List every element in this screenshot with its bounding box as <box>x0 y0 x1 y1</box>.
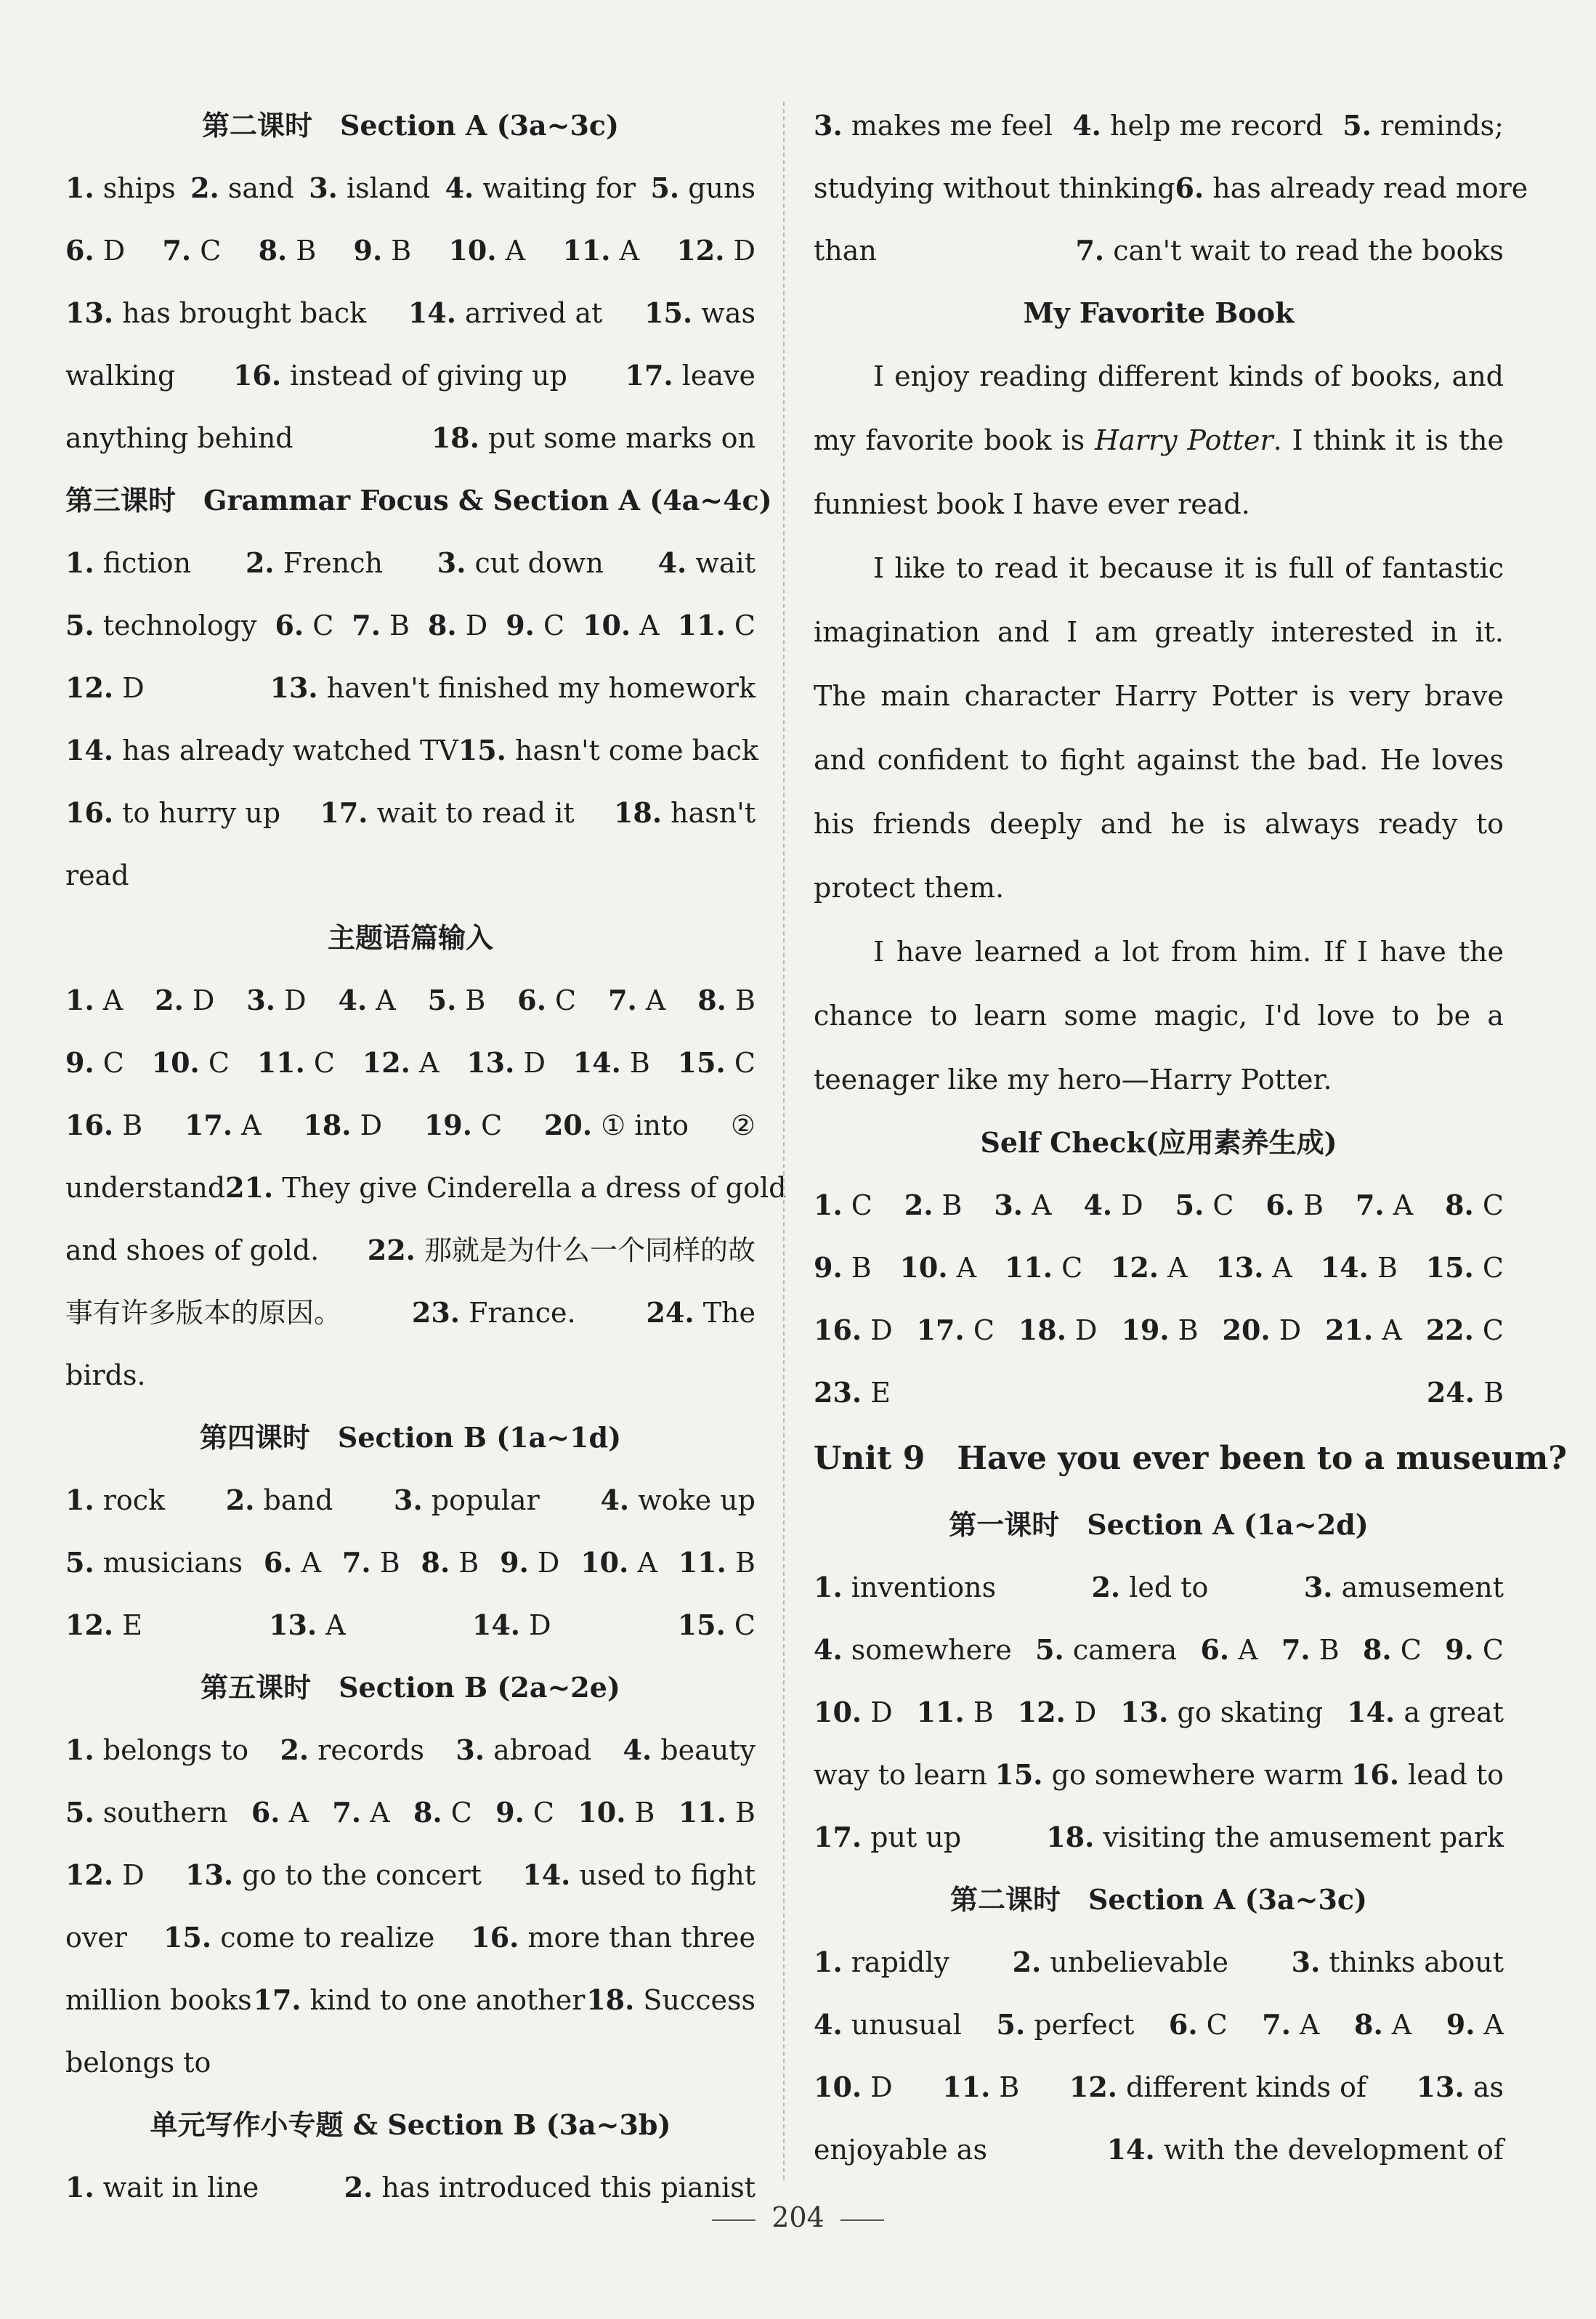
answer-item: 12. D <box>676 234 756 267</box>
answer-item: 6. A <box>1200 1633 1258 1666</box>
answer-item: 2. sand <box>190 171 294 204</box>
answer-item: 11. B <box>678 1546 756 1579</box>
right-column <box>814 94 1568 2181</box>
answer-item: 14. D <box>471 1608 551 1641</box>
answer-item: 1. ships <box>65 171 176 204</box>
answer-item: 16. D <box>814 1314 893 1346</box>
answer-item: 8. D <box>427 609 488 642</box>
answer-line <box>65 282 756 344</box>
answer-item: 4. help me record <box>1072 109 1324 142</box>
answer-item: 12. A <box>1110 1251 1188 1284</box>
answer-item: 17. kind to one another <box>253 1983 586 2016</box>
answer-item: belongs to <box>65 2047 211 2079</box>
answer-item: read <box>65 859 129 891</box>
answer-item: 16. B <box>65 1109 143 1141</box>
answer-item: 2. band <box>225 1484 333 1516</box>
answer-item: 2. French <box>245 546 383 579</box>
answer-item: 6. has already read more <box>1175 171 1528 204</box>
footer-dash-left <box>712 2219 756 2221</box>
answer-item: 10. D <box>814 2071 893 2103</box>
answer-item: 15. C <box>677 1608 756 1641</box>
answer-item: million books <box>65 1984 252 2016</box>
answer-item: 20. ① into <box>543 1109 689 1141</box>
answer-item: 14. arrived at <box>408 296 603 329</box>
answer-item: 3. popular <box>394 1484 540 1516</box>
answer-line <box>814 2118 1504 2181</box>
answer-item: 15. go somewhere warm <box>995 1758 1344 1791</box>
answer-item: 1. wait in line <box>65 2171 259 2203</box>
answer-item: 6. A <box>251 1796 309 1829</box>
answer-item: 9. C <box>495 1796 554 1829</box>
answer-item: birds. <box>65 1359 146 1391</box>
answer-item: 16. to hurry up <box>65 796 281 829</box>
answer-item: 4. wait <box>657 546 756 579</box>
answer-line <box>65 1344 756 1407</box>
answer-item: 10. D <box>814 1696 893 1728</box>
footer-dash-right <box>840 2219 884 2221</box>
essay-paragraph <box>814 344 1504 536</box>
answer-item: 4. A <box>338 984 396 1016</box>
paragraph-text: I enjoy reading different kinds of books, and my favorite book is <box>814 360 1504 456</box>
section-heading: 第五课时 Section B (2a~2e) <box>200 1671 620 1704</box>
answer-item: 12. different kinds of <box>1069 2071 1367 2103</box>
answer-item: 6. C <box>275 609 334 642</box>
essay-paragraph <box>814 536 1504 920</box>
answer-item: 2. B <box>904 1189 963 1221</box>
answer-item: 7. A <box>608 984 666 1016</box>
answer-item: way to learn <box>814 1759 987 1791</box>
answer-item: 22. C <box>1425 1314 1504 1346</box>
answer-line <box>814 2056 1504 2118</box>
answer-item: 8. B <box>258 234 317 267</box>
answer-item: 18. Success <box>586 1983 756 2016</box>
answer-item: 1. rapidly <box>814 1946 949 1978</box>
answer-item: 6. B <box>1265 1189 1324 1221</box>
answer-line <box>814 1237 1504 1299</box>
answer-line <box>65 1719 756 1781</box>
answer-item: 8. C <box>1362 1633 1422 1666</box>
answer-line <box>65 1844 756 1906</box>
answer-item: 19. B <box>1121 1314 1199 1346</box>
answer-item: 10. C <box>151 1046 230 1079</box>
answer-item: 8. B <box>421 1546 479 1579</box>
answer-item: 4. waiting for <box>445 171 636 204</box>
answer-line <box>65 1531 756 1594</box>
answer-line <box>814 219 1504 282</box>
answer-item: 17. leave <box>625 359 756 392</box>
answer-item: 2. has introduced this pianist <box>344 2171 756 2203</box>
answer-item: 24. B <box>1426 1376 1504 1409</box>
answer-item: 9. B <box>353 234 412 267</box>
page-footer <box>0 2201 1596 2233</box>
answer-item: 3. cut down <box>437 546 604 579</box>
answer-item: 13. has brought back <box>65 296 367 329</box>
answer-item: enjoyable as <box>814 2134 987 2166</box>
answer-line <box>65 1032 756 1094</box>
answer-item: 7. C <box>162 234 222 267</box>
answer-line <box>65 1094 756 1157</box>
answer-item: 2. unbelievable <box>1012 1946 1229 1978</box>
book-title: Harry Potter <box>1095 424 1273 456</box>
answer-item: 21. A <box>1325 1314 1402 1346</box>
answer-item: 6. D <box>65 234 126 267</box>
answer-item: 22. 那就是为什么一个同样的故 <box>367 1234 756 1266</box>
answer-line <box>814 1361 1504 1424</box>
answer-item: ② <box>730 1109 756 1141</box>
answer-line <box>814 1299 1504 1361</box>
answer-line <box>65 1157 787 1219</box>
answer-item: 5. musicians <box>65 1546 243 1579</box>
answer-line <box>65 782 756 844</box>
answer-item: over <box>65 1922 127 1954</box>
answer-line <box>814 1806 1504 1869</box>
answer-line <box>65 1219 756 1282</box>
section-heading: 主题语篇输入 <box>327 921 493 954</box>
answer-item: 2. records <box>280 1733 425 1766</box>
answer-item: 18. hasn't <box>613 796 756 829</box>
unit-title: Unit 9 Have you ever been to a museum? <box>814 1440 1568 1477</box>
answer-line <box>65 1906 756 1969</box>
answer-item: 6. A <box>263 1546 322 1579</box>
answer-line <box>65 407 756 469</box>
answer-item: 12. D <box>1017 1696 1097 1728</box>
answer-item: 10. B <box>578 1796 655 1829</box>
answer-item: 5. perfect <box>996 2008 1135 2041</box>
paragraph-text: I have learned a lot from him. If I have the chance to learn some magic, I'd love to be a teenager like my hero—Harry Potter. <box>814 936 1504 1096</box>
answer-item: 4. somewhere <box>814 1633 1012 1666</box>
answer-item: 7. can't wait to read the books <box>1075 234 1504 267</box>
answer-item: 5. C <box>1175 1189 1234 1221</box>
answer-item: 13. D <box>466 1046 546 1079</box>
answer-line <box>65 1469 756 1531</box>
answer-item: 17. A <box>184 1109 262 1141</box>
answer-item: 3. A <box>994 1189 1052 1221</box>
answer-item: 9. C <box>65 1046 124 1079</box>
answer-line <box>65 1969 756 2031</box>
left-column <box>65 94 787 2219</box>
answer-item: 20. D <box>1222 1314 1302 1346</box>
answer-item: 12. E <box>65 1608 142 1641</box>
answer-item: 3. island <box>309 171 431 204</box>
answer-item: 14. B <box>572 1046 650 1079</box>
answer-item: 17. put up <box>814 1821 962 1853</box>
answer-item: 5. camera <box>1035 1633 1178 1666</box>
answer-line <box>65 344 756 407</box>
answer-item: 11. B <box>916 1696 994 1728</box>
section-heading: 第二课时 Section A (3a~3c) <box>201 109 620 142</box>
answer-item: 6. C <box>1168 2008 1228 2041</box>
answer-item: 23. E <box>814 1376 891 1409</box>
answer-item: 12. D <box>65 1858 145 1891</box>
answer-item: 3. makes me feel <box>814 109 1053 142</box>
answer-item: 10. A <box>583 609 660 642</box>
answer-item: 7. B <box>341 1546 400 1579</box>
column-divider <box>783 102 785 2180</box>
answer-line <box>814 1931 1504 1994</box>
answer-line <box>65 969 756 1032</box>
answer-line <box>814 157 1528 219</box>
answer-item: 8. B <box>697 984 756 1016</box>
answer-item: 18. put some marks on <box>431 421 756 454</box>
answer-item: 13. A <box>1215 1251 1292 1284</box>
page-number: 204 <box>771 2201 825 2233</box>
answer-item: 6. C <box>517 984 577 1016</box>
paragraph-text: . I think it is the funniest book I have ever read. <box>814 424 1504 520</box>
answer-line <box>814 1556 1504 1619</box>
answer-item: 10. A <box>448 234 526 267</box>
answer-item: 7. B <box>352 609 410 642</box>
answer-line <box>65 844 756 907</box>
answer-item: 13. A <box>269 1608 346 1641</box>
answer-item: 14. used to fight <box>522 1858 756 1891</box>
answer-line <box>814 1619 1504 1681</box>
answer-item: 1. C <box>814 1189 872 1221</box>
answer-item: 3. thinks about <box>1291 1946 1504 1978</box>
answer-item: 11. B <box>678 1796 756 1829</box>
answer-item: 14. a great <box>1347 1696 1504 1728</box>
answer-item: 7. B <box>1281 1633 1340 1666</box>
answer-line <box>65 657 756 719</box>
section-heading: 第二课时 Section A (3a~3c) <box>949 1883 1368 1916</box>
answer-item: 4. beauty <box>623 1733 756 1766</box>
answer-item: 19. C <box>424 1109 503 1141</box>
answer-item: 1. inventions <box>814 1571 997 1603</box>
answer-line <box>814 94 1504 157</box>
answer-item: 8. A <box>1354 2008 1412 2041</box>
answer-item: 11. C <box>1004 1251 1083 1284</box>
answer-line <box>65 594 756 657</box>
section-heading: Self Check(应用素养生成) <box>980 1126 1337 1159</box>
answer-item: 18. D <box>1018 1314 1098 1346</box>
answer-item: 7. A <box>1262 2008 1320 2041</box>
answer-item: 14. B <box>1320 1251 1398 1284</box>
answer-item: 2. D <box>155 984 215 1016</box>
answer-item: 4. unusual <box>814 2008 962 2041</box>
answer-item: 5. B <box>427 984 486 1016</box>
answer-item: 5. southern <box>65 1796 228 1829</box>
answer-item: 15. C <box>1425 1251 1504 1284</box>
answer-item: 15. hasn't come back <box>458 734 758 766</box>
answer-item: 8. C <box>1445 1189 1504 1221</box>
answer-item: 9. C <box>1445 1633 1504 1666</box>
answer-line <box>65 719 756 782</box>
section-heading: 第一课时 Section A (1a~2d) <box>949 1508 1369 1541</box>
answer-item: 13. go to the concert <box>185 1858 482 1891</box>
answer-line <box>814 1174 1504 1237</box>
answer-item: 18. D <box>303 1109 383 1141</box>
answer-item: 11. A <box>562 234 640 267</box>
answer-item: 5. guns <box>650 171 756 204</box>
answer-item: studying without thinking <box>814 172 1175 204</box>
answer-item: 17. wait to read it <box>320 796 575 829</box>
answer-item: 16. more than three <box>471 1921 756 1954</box>
answer-item: understand <box>65 1172 226 1204</box>
answer-item: 13. haven't finished my homework <box>270 671 756 704</box>
answer-line <box>65 1282 756 1344</box>
answer-item: and shoes of gold. <box>65 1234 320 1266</box>
answer-item: 11. C <box>677 609 756 642</box>
answer-item: 9. B <box>814 1251 872 1284</box>
answer-item: 9. A <box>1446 2008 1504 2041</box>
answer-item: anything behind <box>65 422 293 454</box>
answer-item: 5. reminds; <box>1342 109 1504 142</box>
answer-item: 24. The <box>646 1296 756 1329</box>
answer-line <box>65 157 756 219</box>
answer-item: 17. C <box>916 1314 995 1346</box>
answer-line <box>814 1744 1504 1806</box>
answer-item: 3. amusement <box>1303 1571 1504 1603</box>
answer-item: 16. lead to <box>1350 1758 1504 1791</box>
answer-item: 3. D <box>246 984 307 1016</box>
answer-item: 13. go skating <box>1120 1696 1324 1728</box>
answer-item: 23. France. <box>411 1296 576 1329</box>
essay-paragraph <box>814 920 1504 1112</box>
answer-item: 18. visiting the amusement park <box>1046 1821 1504 1853</box>
answer-item: 13. as <box>1416 2071 1504 2103</box>
answer-item: 1. fiction <box>65 546 192 579</box>
answer-item: 12. A <box>362 1046 439 1079</box>
answer-item: 4. D <box>1083 1189 1143 1221</box>
section-heading: 第四课时 Section B (1a~1d) <box>199 1421 622 1454</box>
answer-item: 7. A <box>332 1796 390 1829</box>
answer-item: 14. has already watched TV <box>65 734 458 766</box>
answer-item: 1. A <box>65 984 123 1016</box>
answer-item: walking <box>65 360 176 392</box>
answer-item: 3. abroad <box>455 1733 592 1766</box>
answer-item: 8. C <box>413 1796 472 1829</box>
answer-item: 7. A <box>1355 1189 1414 1221</box>
answer-item: 2. led to <box>1091 1571 1209 1603</box>
answer-item: 4. woke up <box>600 1484 756 1516</box>
section-heading: 单元写作小专题 & Section B (3a~3b) <box>150 2108 671 2141</box>
answer-item: 14. with the development of <box>1106 2133 1504 2166</box>
answer-line <box>65 532 756 594</box>
answer-line <box>814 1681 1504 1744</box>
section-heading: My Favorite Book <box>1023 296 1295 329</box>
answer-item: 10. A <box>580 1546 657 1579</box>
answer-item: 21. They give Cinderella a dress of gold <box>225 1171 787 1204</box>
answer-line <box>65 2031 756 2094</box>
answer-item: 15. C <box>677 1046 756 1079</box>
answer-item: 5. technology <box>65 609 257 642</box>
answer-line <box>65 1594 756 1656</box>
answer-item: 事有许多版本的原因。 <box>65 1297 342 1329</box>
answer-item: 1. belongs to <box>65 1733 249 1766</box>
answer-item: 16. instead of giving up <box>232 359 567 392</box>
answer-line <box>814 1994 1504 2056</box>
answer-item: 12. D <box>65 671 145 704</box>
answer-item: 1. rock <box>65 1484 166 1516</box>
answer-item: 15. was <box>644 296 756 329</box>
answer-item: 10. A <box>899 1251 977 1284</box>
answer-item: 9. D <box>500 1546 560 1579</box>
answer-item: 9. C <box>506 609 565 642</box>
answer-line <box>65 219 756 282</box>
section-heading: 第三课时 Grammar Focus & Section A (4a~4c) <box>65 484 772 517</box>
answer-item: 15. come to realize <box>163 1921 435 1954</box>
answer-line <box>65 1781 756 1844</box>
paragraph-text: I like to read it because it is full of fantastic imagination and I am greatly interested in it. The main character Harry Potter is very brave and confident to fight against the bad. He loves his friends deeply and he is always ready to protect them. <box>814 552 1504 904</box>
answer-item: 11. B <box>942 2071 1020 2103</box>
answer-item: 11. C <box>256 1046 335 1079</box>
answer-item: than <box>814 235 877 267</box>
